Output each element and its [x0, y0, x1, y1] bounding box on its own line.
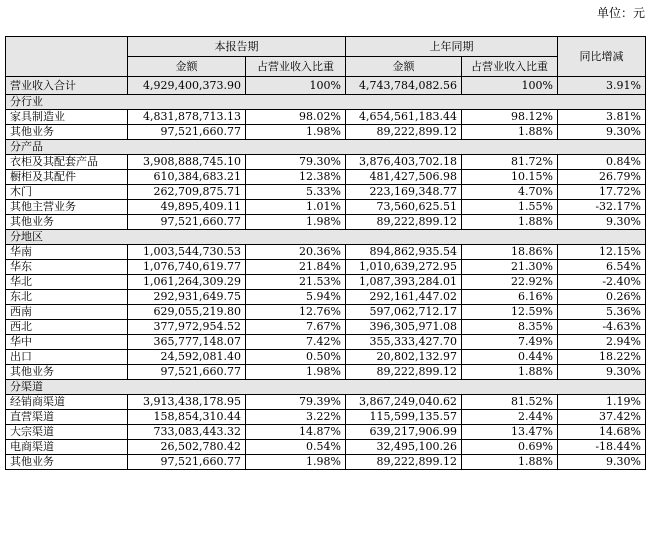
cur-amount: 97,521,660.77 [128, 215, 246, 230]
table-row [6, 455, 646, 470]
yoy: 9.30% [558, 365, 646, 380]
yoy: 6.54% [558, 260, 646, 275]
cur-amount: 1,076,740,619.77 [128, 260, 246, 275]
row-label: 其他业务 [6, 125, 128, 140]
row-label: 经销商渠道 [6, 395, 128, 410]
row-label: 西北 [6, 320, 128, 335]
cur-amount: 629,055,219.80 [128, 305, 246, 320]
table-row [6, 350, 646, 365]
cur-amount: 97,521,660.77 [128, 365, 246, 380]
last-ratio: 22.92% [462, 275, 558, 290]
table-row [6, 215, 646, 230]
cur-amount: 97,521,660.77 [128, 455, 246, 470]
total-label: 营业收入合计 [6, 77, 128, 95]
section-title: 分行业 [6, 95, 646, 110]
last-ratio: 0.44% [462, 350, 558, 365]
yoy: 12.15% [558, 245, 646, 260]
cur-ratio: 79.30% [246, 155, 346, 170]
last-ratio: 10.15% [462, 170, 558, 185]
last-amount: 639,217,906.99 [346, 425, 462, 440]
unit-label: 单位：元 [596, 6, 645, 20]
table-row [6, 425, 646, 440]
cur-amount: 97,521,660.77 [128, 125, 246, 140]
yoy: 0.84% [558, 155, 646, 170]
yoy: 18.22% [558, 350, 646, 365]
row-label: 其他主营业务 [6, 200, 128, 215]
table-row [6, 275, 646, 290]
cur-amount: 49,895,409.11 [128, 200, 246, 215]
cur-ratio: 5.94% [246, 290, 346, 305]
total-last-amount: 4,743,784,082.56 [346, 77, 462, 95]
cur-ratio: 21.53% [246, 275, 346, 290]
table-row [6, 155, 646, 170]
row-label: 华北 [6, 275, 128, 290]
total-last-ratio: 100% [462, 77, 558, 95]
cur-amount: 24,592,081.40 [128, 350, 246, 365]
table-row [6, 260, 646, 275]
last-ratio: 1.88% [462, 125, 558, 140]
cur-ratio: 20.36% [246, 245, 346, 260]
cur-ratio: 1.98% [246, 455, 346, 470]
header-row-1 [6, 37, 646, 57]
cur-ratio: 12.38% [246, 170, 346, 185]
yoy: 26.79% [558, 170, 646, 185]
cur-ratio: 98.02% [246, 110, 346, 125]
last-amount: 89,222,899.12 [346, 125, 462, 140]
last-amount: 597,062,712.17 [346, 305, 462, 320]
last-ratio: 1.88% [462, 365, 558, 380]
last-amount: 223,169,348.77 [346, 185, 462, 200]
total-cur-amount: 4,929,400,373.90 [128, 77, 246, 95]
revenue-breakdown-table [5, 36, 646, 470]
last-ratio-header: 占营业收入比重 [462, 57, 558, 77]
row-label: 其他业务 [6, 215, 128, 230]
last-amount: 1,087,393,284.01 [346, 275, 462, 290]
yoy: -32.17% [558, 200, 646, 215]
cur-amount: 158,854,310.44 [128, 410, 246, 425]
last-ratio: 0.69% [462, 440, 558, 455]
last-ratio: 1.88% [462, 455, 558, 470]
cur-ratio: 1.01% [246, 200, 346, 215]
total-yoy: 3.91% [558, 77, 646, 95]
yoy: 2.94% [558, 335, 646, 350]
row-label: 木门 [6, 185, 128, 200]
row-label: 出口 [6, 350, 128, 365]
row-label: 家具制造业 [6, 110, 128, 125]
last-amount: 1,010,639,272.95 [346, 260, 462, 275]
yoy: 9.30% [558, 125, 646, 140]
last-amount: 396,305,971.08 [346, 320, 462, 335]
table-row [6, 110, 646, 125]
last-amount: 32,495,100.26 [346, 440, 462, 455]
cur-ratio: 7.42% [246, 335, 346, 350]
last-amount: 292,161,447.02 [346, 290, 462, 305]
cur-ratio: 1.98% [246, 365, 346, 380]
cur-ratio: 7.67% [246, 320, 346, 335]
cur-amount: 733,083,443.32 [128, 425, 246, 440]
last-amount: 73,560,625.51 [346, 200, 462, 215]
last-ratio: 7.49% [462, 335, 558, 350]
last-ratio: 2.44% [462, 410, 558, 425]
table-row [6, 170, 646, 185]
last-amount: 89,222,899.12 [346, 215, 462, 230]
current-period-header: 本报告期 [128, 37, 346, 57]
cur-amount: 4,831,878,713.13 [128, 110, 246, 125]
table-row [6, 335, 646, 350]
cur-ratio: 12.76% [246, 305, 346, 320]
last-amount: 89,222,899.12 [346, 455, 462, 470]
cur-amount: 610,384,683.21 [128, 170, 246, 185]
section-header-row [6, 230, 646, 245]
section-title: 分地区 [6, 230, 646, 245]
yoy: 9.30% [558, 455, 646, 470]
table-row [6, 440, 646, 455]
table-row [6, 305, 646, 320]
last-amount: 3,876,403,702.18 [346, 155, 462, 170]
row-label: 电商渠道 [6, 440, 128, 455]
row-label: 华中 [6, 335, 128, 350]
cur-amount: 1,061,264,309.29 [128, 275, 246, 290]
table-row [6, 395, 646, 410]
cur-ratio: 1.98% [246, 215, 346, 230]
yoy: 14.68% [558, 425, 646, 440]
yoy: -2.40% [558, 275, 646, 290]
yoy-header: 同比增减 [558, 37, 646, 77]
last-ratio: 13.47% [462, 425, 558, 440]
cur-ratio-header: 占营业收入比重 [246, 57, 346, 77]
cur-amount: 365,777,148.07 [128, 335, 246, 350]
cur-ratio: 14.87% [246, 425, 346, 440]
last-ratio: 1.55% [462, 200, 558, 215]
last-amount: 3,867,249,040.62 [346, 395, 462, 410]
total-row [6, 77, 646, 95]
cur-amount: 262,709,875.71 [128, 185, 246, 200]
last-amount: 20,802,132.97 [346, 350, 462, 365]
last-amount: 4,654,561,183.44 [346, 110, 462, 125]
last-amount: 355,333,427.70 [346, 335, 462, 350]
yoy: 37.42% [558, 410, 646, 425]
last-ratio: 18.86% [462, 245, 558, 260]
last-amount: 481,427,506.98 [346, 170, 462, 185]
table-row [6, 320, 646, 335]
table-row [6, 245, 646, 260]
last-amount: 89,222,899.12 [346, 365, 462, 380]
row-label: 其他业务 [6, 365, 128, 380]
yoy: 9.30% [558, 215, 646, 230]
row-label: 东北 [6, 290, 128, 305]
cur-amount-header: 金额 [128, 57, 246, 77]
yoy: -4.63% [558, 320, 646, 335]
cur-ratio: 79.39% [246, 395, 346, 410]
table-row [6, 200, 646, 215]
last-period-header: 上年同期 [346, 37, 558, 57]
table-row [6, 365, 646, 380]
yoy: 0.26% [558, 290, 646, 305]
row-label: 西南 [6, 305, 128, 320]
yoy: -18.44% [558, 440, 646, 455]
cur-ratio: 5.33% [246, 185, 346, 200]
table-row [6, 410, 646, 425]
cur-amount: 377,972,954.52 [128, 320, 246, 335]
cur-amount: 1,003,544,730.53 [128, 245, 246, 260]
cur-ratio: 3.22% [246, 410, 346, 425]
yoy: 17.72% [558, 185, 646, 200]
row-label: 直营渠道 [6, 410, 128, 425]
last-amount: 894,862,935.54 [346, 245, 462, 260]
yoy: 1.19% [558, 395, 646, 410]
last-amount-header: 金额 [346, 57, 462, 77]
last-ratio: 8.35% [462, 320, 558, 335]
table-row [6, 125, 646, 140]
last-ratio: 12.59% [462, 305, 558, 320]
table-row [6, 185, 646, 200]
last-amount: 115,599,135.57 [346, 410, 462, 425]
last-ratio: 81.72% [462, 155, 558, 170]
row-label: 其他业务 [6, 455, 128, 470]
cur-amount: 3,913,438,178.95 [128, 395, 246, 410]
section-header-row [6, 140, 646, 155]
row-label: 衣柜及其配套产品 [6, 155, 128, 170]
cur-amount: 26,502,780.42 [128, 440, 246, 455]
row-label: 华东 [6, 260, 128, 275]
cur-ratio: 0.54% [246, 440, 346, 455]
last-ratio: 81.52% [462, 395, 558, 410]
cur-ratio: 21.84% [246, 260, 346, 275]
section-header-row [6, 380, 646, 395]
cur-ratio: 0.50% [246, 350, 346, 365]
row-label: 橱柜及其配件 [6, 170, 128, 185]
row-label: 华南 [6, 245, 128, 260]
cur-amount: 3,908,888,745.10 [128, 155, 246, 170]
section-title: 分渠道 [6, 380, 646, 395]
corner-cell [6, 37, 128, 77]
table-row [6, 290, 646, 305]
cur-amount: 292,931,649.75 [128, 290, 246, 305]
cur-ratio: 1.98% [246, 125, 346, 140]
last-ratio: 4.70% [462, 185, 558, 200]
section-header-row [6, 95, 646, 110]
total-cur-ratio: 100% [246, 77, 346, 95]
yoy: 5.36% [558, 305, 646, 320]
row-label: 大宗渠道 [6, 425, 128, 440]
last-ratio: 98.12% [462, 110, 558, 125]
yoy: 3.81% [558, 110, 646, 125]
section-title: 分产品 [6, 140, 646, 155]
last-ratio: 1.88% [462, 215, 558, 230]
last-ratio: 21.30% [462, 260, 558, 275]
last-ratio: 6.16% [462, 290, 558, 305]
